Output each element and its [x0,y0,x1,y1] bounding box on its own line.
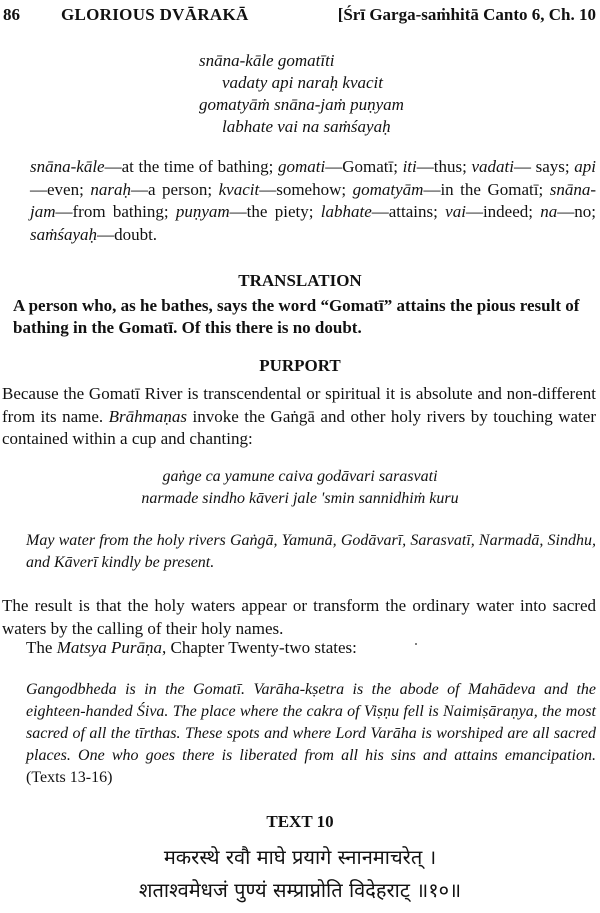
verse-line-1: snāna-kāle gomatīti [199,51,335,70]
mantra-translation: May water from the holy rivers Gaṅgā, Yamunā, Godāvarī, Sarasvatī, Narmadā, Sindhu, and Kāverī kindly be present. [26,532,596,571]
synonym-gloss: —a person; [130,179,219,199]
synonym-gloss: — says; [513,157,575,176]
purport-text: The [26,638,57,657]
purport-paragraph-3 [26,637,357,659]
devanagari-line-1: मकरस्थे रवौ माघे प्रयागे स्नानमाचरेत् । [163,845,437,869]
synonym-term: vadati [471,157,514,176]
running-header [3,2,596,28]
translation-text: A person who, as he bathes, says the word “Gomatī” attains the pious result of bathing in the Gomatī. Of this there is no doubt. [13,296,580,337]
quote-text: Gangodbheda is in the Gomatī. Varāha-kṣetra is the abode of Mahādeva and the eighteen-handed Śiva. The place where the cakra of Viṣṇu fell is Naimiṣāraṇya, the most sacred of all the tīrthas. These spots and where Lord Varāha is worshiped are all sacred places. One who goes there is liberated from all his sins and attains emancipation. [26,681,596,764]
synonym-gloss: —no; [557,202,597,221]
translation-heading: TRANSLATION [238,271,362,290]
synonym-term: vai [445,202,466,221]
purport-term-matsya-purana: Matsya Purāṇa [56,638,162,657]
quote-reference: (Texts 13-16) [26,769,113,786]
word-for-word-synonyms [30,156,596,246]
purport-text: invoke the Gaṅgā and other holy rivers by touching water contained within a cup and chanting: [2,406,596,448]
purport-text: , Chapter Twenty-two states: [161,638,357,657]
synonym-gloss: —in the Gomatī; [423,179,550,199]
next-text-heading: TEXT 10 [266,812,334,831]
matsya-purana-quote [26,679,596,789]
purport-term-brahmanas: Brāhmaṇas [108,406,188,426]
synonym-term: snāna-kāle [30,157,105,176]
synonym-gloss: —thus; [416,157,472,176]
verse-line-4: labhate vai na saṁśayaḥ [222,117,391,136]
synonym-gloss: —doubt. [97,224,158,244]
synonym-term: na [540,202,558,221]
purport-heading: PURPORT [259,356,341,375]
verse-line-3: gomatyāṁ snāna-jaṁ puṇyam [199,95,404,114]
synonym-term: puṇyam [175,202,230,221]
synonym-term: gomati [277,157,326,176]
synonym-term: labhate [320,202,372,221]
page-number: 86 [3,5,20,24]
purport-text: Because the Gomatī River is transcendental or spiritual it is absolute and non-different from its name. [2,384,596,426]
synonym-gloss: —from bathing; [55,202,176,221]
synonym-term: api [574,157,597,176]
synonym-gloss: —somehow; [259,179,353,199]
synonym-gloss: —indeed; [465,202,541,221]
synonym-gloss: —at the time of bathing; [104,157,278,176]
verse-line-2: vadaty api naraḥ kvacit [222,73,383,92]
synonym-gloss: —the piety; [229,202,321,221]
synonym-term: iti [402,157,417,176]
synonym-term: kvacit [218,179,260,199]
mantra-line-1: gaṅge ca yamune caiva godāvari sarasvati [162,468,438,485]
synonym-gloss: —even; [30,179,91,199]
purport-paragraph-1 [2,383,596,451]
synonym-term: gomatyām [352,179,424,199]
synonym-term: naraḥ [90,179,131,199]
chapter-title: GLORIOUS DVĀRAKĀ [61,5,249,24]
ink-speck [415,643,417,645]
devanagari-line-2: शताश्वमेधजं पुण्यं सम्प्राप्नोति विदेहराट् ॥१०॥ [138,878,462,902]
mantra-line-2: narmade sindho kāveri jale 'smin sannidhiṁ kuru [141,490,459,507]
synonym-term: snāna-jam [30,179,596,221]
synonym-gloss: —attains; [371,202,446,221]
canto-reference: [Śrī Garga-saṁhitā Canto 6, Ch. 10 [337,5,596,24]
synonym-gloss: —Gomatī; [325,157,403,176]
synonym-term: saṁśayaḥ [30,224,98,244]
purport-paragraph-2: The result is that the holy waters appear or transform the ordinary water into sacred waters by the calling of their holy names. [2,596,596,638]
